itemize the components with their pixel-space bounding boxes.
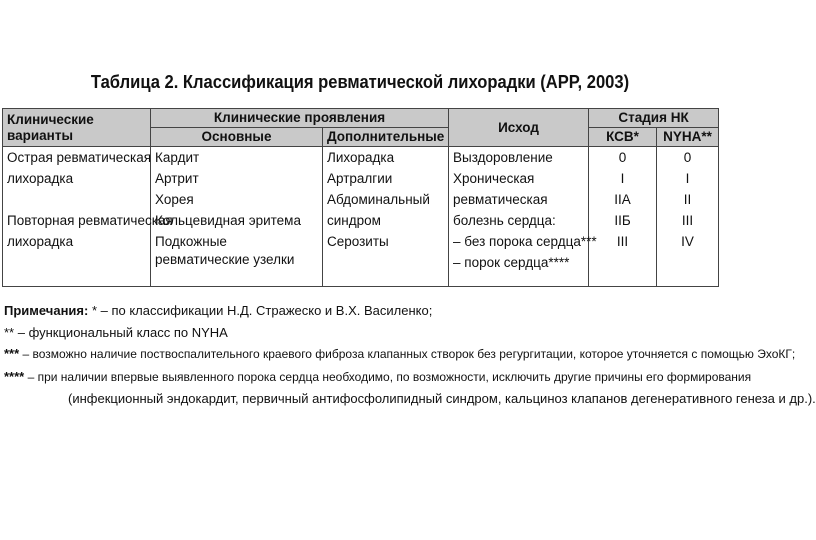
header-outcome: Исход [449,109,589,147]
note-3-mark: *** [4,346,20,361]
note-4-mark: **** [4,368,25,384]
note-2: ** – функциональный класс по NYHA [4,324,228,340]
variant-line: лихорадка [7,171,74,186]
outcome-line: – без порока сердца*** [453,234,597,249]
outcome-line: болезнь сердца: [453,213,556,228]
variant-spacer [7,189,146,210]
nyha-value: I [685,171,690,186]
main-line: Кольцевидная эритема [155,213,301,228]
main-cell [151,147,323,287]
nyha-cell [657,147,719,287]
header-main: Основные [151,128,323,147]
note-1 [4,300,716,322]
main-line: ревматические узелки [155,252,295,267]
header-clinical-variants: Клинические варианты [3,109,151,147]
additional-line: синдром [327,213,381,228]
variant-line: лихорадка [7,234,74,249]
header-nyha: NYHA** [657,128,719,147]
variants-cell [3,147,173,287]
ksv-cell [589,147,657,287]
ksv-value: IIA [614,192,631,207]
ksv-value: III [616,234,629,249]
note-3-text: – возможно наличие поствоспалительного краевого фиброза клапанных створок без регургитации, которое уточняется с помощью ЭхоКГ; [19,347,796,361]
header-ksv: КСВ* [589,128,657,147]
header-stage-hf: Стадия НК [589,109,719,128]
nyha-value: III [681,213,694,228]
note-4 [4,366,752,389]
outcome-cell [449,147,597,287]
ksv-value: I [620,171,625,186]
variant-line: Острая ревматическая [7,150,152,165]
additional-line: Артралгии [327,171,393,186]
note-3 [4,343,796,366]
classification-table [2,108,719,287]
main-line: Кардит [155,150,200,165]
nyha-value: IV [681,234,694,249]
table-title: Таблица 2. Классификация ревматической лихорадки (АРР, 2003) [90,72,630,92]
outcome-line: ревматическая [453,192,548,207]
nyha-value: II [683,192,692,207]
notes-label: Примечания: [4,303,89,318]
variant-line: Повторная ревматическая [7,213,173,228]
header-additional: Дополнительные [323,128,449,147]
additional-line: Абдоминальный [327,192,430,207]
note-1-text: * – по классификации Н.Д. Стражеско и В.Х. Василенко; [88,303,433,318]
outcome-line: Выздоровление [453,150,553,165]
header-clinical-manifestations: Клинические проявления [151,109,449,128]
ksv-value: IIБ [614,213,631,228]
note-4-continuation: (инфекционный эндокардит, первичный антифосфолипидный синдром, кальциноз клапанов дегенеративного генеза и др.). [68,391,816,406]
main-line: Подкожные [155,234,227,249]
outcome-line: Хроническая [453,171,535,186]
additional-line: Лихорадка [327,150,395,165]
outcome-line: – порок сердца**** [453,255,570,270]
additional-line: Серозиты [327,234,389,249]
nyha-value: 0 [683,150,692,165]
notes-section [4,300,816,410]
main-line: Хорея [155,192,194,207]
ksv-value: 0 [618,150,627,165]
additional-cell [323,147,449,287]
note-4-text: – при наличии впервые выявленного порока сердца необходимо, по возможности, исключить другие причины его формирования [24,369,752,384]
main-line: Артрит [155,171,199,186]
